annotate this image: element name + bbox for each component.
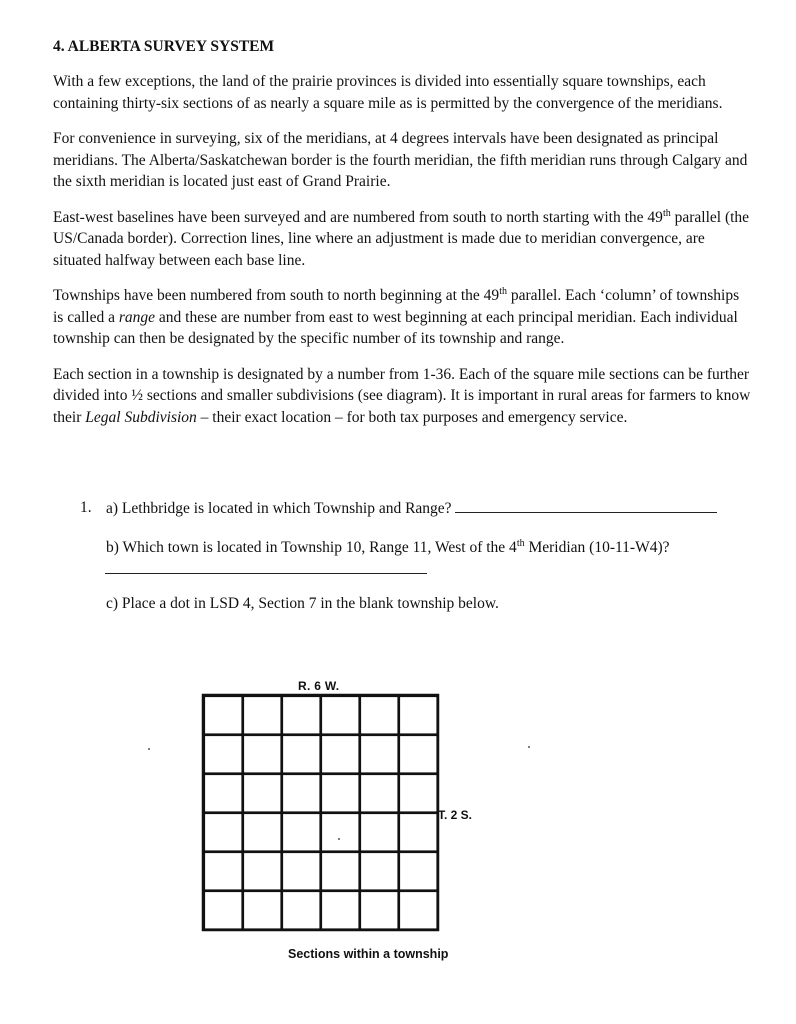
scan-speck [338,838,340,840]
section-cell[interactable] [399,735,438,774]
paragraph-sections-text-1: Each section in a township is designated by a number from 1-36. Each of the square mile sections can be further divided into ½ sections and smaller subdivisions (see diagram). It is important in rural areas for farmers to know their [53,365,751,426]
section-cell[interactable] [243,813,282,852]
paragraph-townships: With a few exceptions, the land of the prairie provinces is divided into essentially square townships, each containing thirty-six sections of as nearly a square mile as is permitted by the convergence of the meridians. [53,73,723,112]
paragraph-meridians: For convenience in surveying, six of the meridians, at 4 degrees intervals have been designated as principal meridians. The Alberta/Saskatchewan border is the fourth meridian, the fifth meridian runs through Calgary and the sixth meridian is located just east of Grand Prairie. [53,130,748,190]
section-cell[interactable] [282,813,321,852]
term-legal-subdivision: Legal Subdivision [85,408,197,426]
section-cell[interactable] [360,696,399,735]
section-cell[interactable] [243,774,282,813]
scan-speck [148,748,150,750]
section-cell[interactable] [204,735,243,774]
paragraph-sections [53,364,753,429]
diagram-caption: Sections within a township [288,947,449,961]
section-cell[interactable] [399,696,438,735]
section-cell[interactable] [399,891,438,930]
question-1b-text-1: b) Which town is located in Township 10, Range 11, West of the 4 [106,539,517,556]
section-cell[interactable] [399,852,438,891]
paragraph-sections-text-2: – their exact location – for both tax purposes and emergency service. [196,408,628,426]
section-cell[interactable] [243,852,282,891]
section-cell[interactable] [204,774,243,813]
question-1c-text: c) Place a dot in LSD 4, Section 7 in the blank township below. [106,595,499,612]
section-cell[interactable] [321,852,360,891]
section-cell[interactable] [399,774,438,813]
superscript-th: th [499,286,507,297]
paragraph-baselines-text-1: East-west baselines have been surveyed and are numbered from south to north starting with the 49 [53,208,663,226]
document-body [53,36,753,442]
paragraph-ranges-text-1: Townships have been numbered from south to north beginning at the 49 [53,287,500,304]
section-cell[interactable] [360,735,399,774]
range-label: R. 6 W. [298,679,340,693]
question-1a-text: a) Lethbridge is located in which Township and Range? [106,500,452,517]
paragraph-ranges-text-3: and these are number from east to west beginning at each principal meridian. Each individual township can then be designated by the specific number of its township and range. [53,308,738,347]
section-cell[interactable] [360,813,399,852]
township-diagram [200,676,500,966]
section-cell[interactable] [204,891,243,930]
section-cell[interactable] [360,852,399,891]
section-cell[interactable] [321,774,360,813]
township-label: T. 2 S. [438,808,473,822]
section-cell[interactable] [282,891,321,930]
answer-blank-1b[interactable] [105,558,427,574]
scan-speck [528,746,530,748]
section-cell[interactable] [204,852,243,891]
section-cell[interactable] [321,813,360,852]
page-title: 4. ALBERTA SURVEY SYSTEM [53,38,275,55]
paragraph-ranges [53,285,753,350]
section-cell[interactable] [321,891,360,930]
answer-blank-1a[interactable] [455,497,717,513]
section-cell[interactable] [282,696,321,735]
paragraph-baselines [53,207,753,272]
section-cell[interactable] [360,891,399,930]
section-cell[interactable] [360,774,399,813]
question-1b-text-2: Meridian (10-11-W4)? [524,539,670,556]
section-cell[interactable] [282,852,321,891]
paragraph-ranges-text-2: parallel. Each ‘column’ of townships is called a [53,287,740,326]
question-number: 1. [80,499,92,516]
section-cell[interactable] [204,696,243,735]
section-cell[interactable] [243,891,282,930]
section-cell[interactable] [282,735,321,774]
section-cell[interactable] [321,735,360,774]
section-cell[interactable] [321,696,360,735]
section-cell[interactable] [282,774,321,813]
superscript-th: th [662,207,671,219]
section-cell[interactable] [243,735,282,774]
section-cell[interactable] [204,813,243,852]
paragraph-baselines-text-2: parallel (the US/Canada border). Correction lines, line where an adjustment is made due to meridian convergence, are situated halfway between each base line. [53,208,750,269]
section-cell[interactable] [399,813,438,852]
superscript-th: th [516,538,525,549]
section-cell[interactable] [243,696,282,735]
term-range: range [118,308,156,326]
